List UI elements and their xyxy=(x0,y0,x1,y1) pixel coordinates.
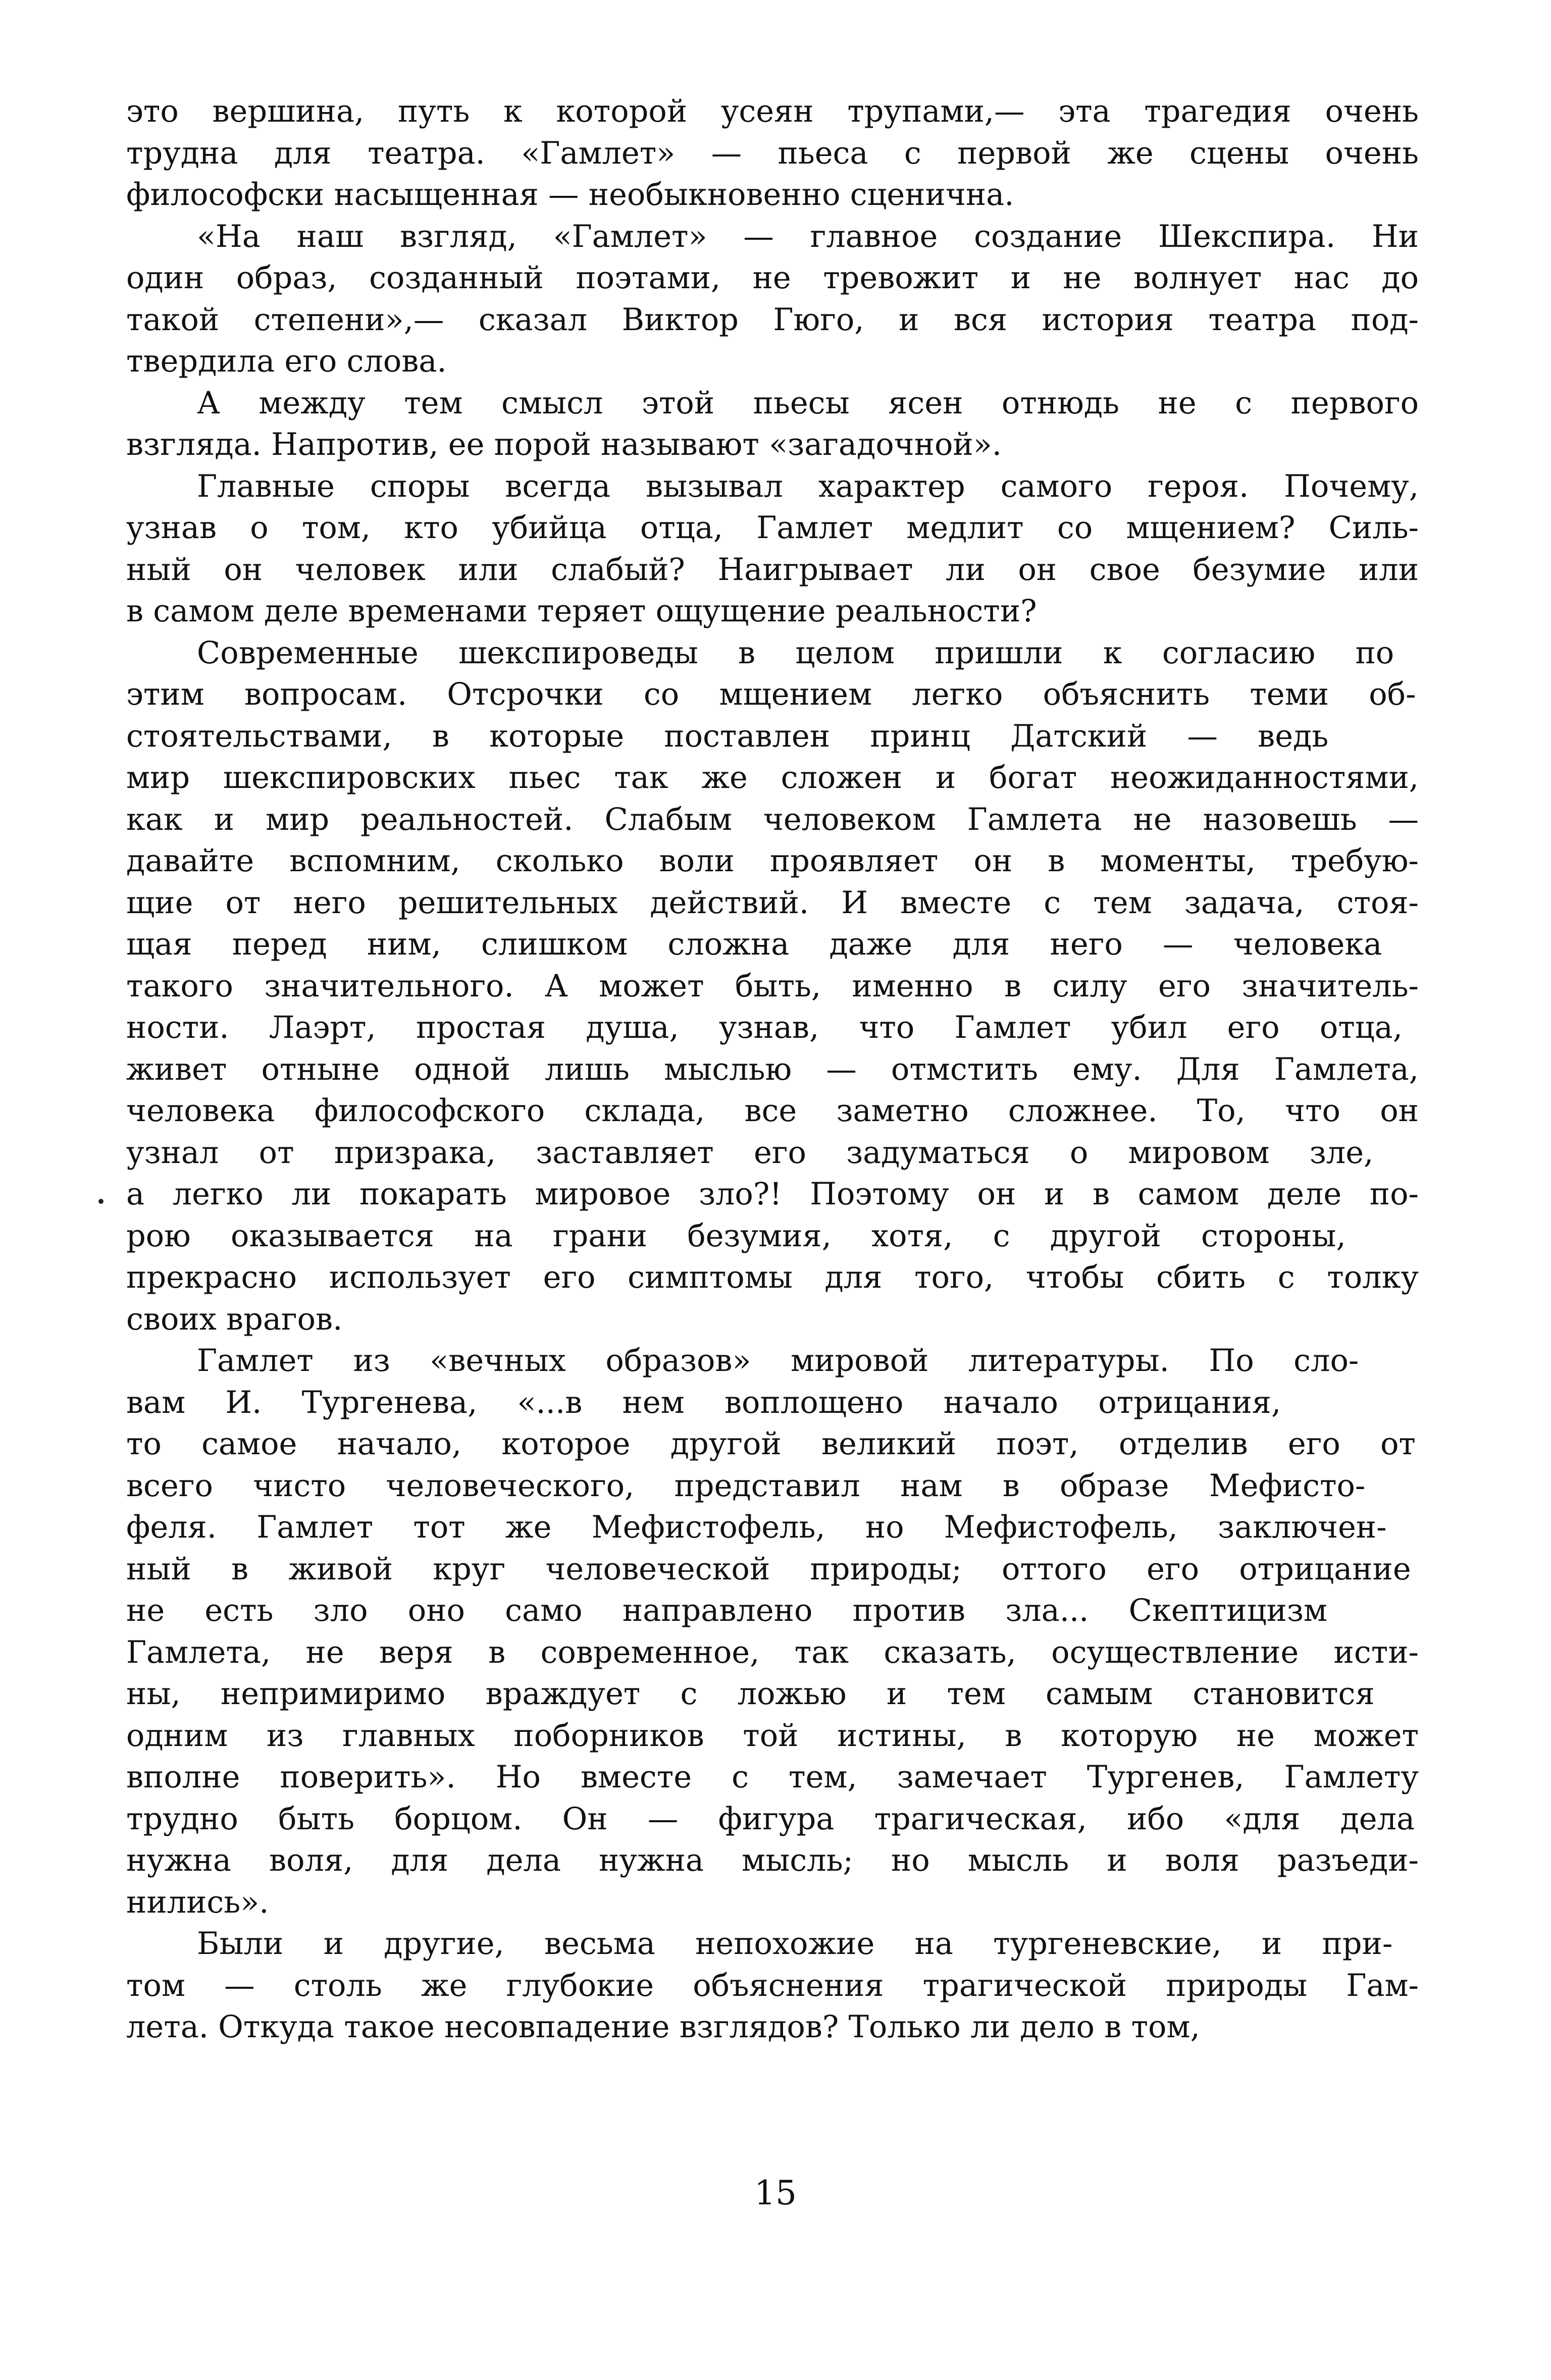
text-line: ный он человек или слабый? Наигрывает ли он свое безумие или xyxy=(126,552,1419,588)
text-line: «На наш взгляд, «Гамлет» — главное создание Шекспира. Ни xyxy=(197,219,1419,254)
scan-speck xyxy=(98,1199,104,1204)
text-line: ны, непримиримо враждует с ложью и тем самым становится xyxy=(126,1676,1375,1712)
text-line: один образ, созданный поэтами, не тревожит и не волнует нас до xyxy=(126,260,1419,296)
text-line: живет отныне одной лишь мыслью — отмстить ему. Для Гамлета, xyxy=(126,1051,1419,1087)
text-line: вполне поверить». Но вместе с тем, замечает Тургенев, Гамлету xyxy=(126,1760,1419,1795)
text-line: мир шекспировских пьес так же сложен и богат неожиданностями, xyxy=(126,760,1419,796)
text-line: Современные шекспироведы в целом пришли к согласию по xyxy=(197,635,1394,671)
text-line: том — столь же глубокие объяснения трагической природы Гам- xyxy=(126,1968,1419,2003)
text-line: такой степени»,— сказал Виктор Гюго, и вся история театра под- xyxy=(126,302,1419,338)
text-line: а легко ли покарать мировое зло?! Поэтому он и в самом деле по- xyxy=(126,1177,1419,1212)
text-line: всего чисто человеческого, представил нам в образе Мефисто- xyxy=(126,1468,1366,1504)
text-line: как и мир реальностей. Слабым человеком Гамлета не назовешь — xyxy=(126,802,1419,837)
text-line: феля. Гамлет тот же Мефистофель, но Мефистофель, заключен- xyxy=(126,1510,1387,1545)
text-line: лета. Откуда такое несовпадение взглядов? Только ли дело в том, xyxy=(126,2009,1200,2045)
text-line: трудна для театра. «Гамлет» — пьеса с первой же сцены очень xyxy=(126,135,1419,171)
text-line: твердила его слова. xyxy=(126,344,447,379)
text-line: одним из главных поборников той истины, в которую не может xyxy=(126,1718,1419,1754)
text-line: это вершина, путь к которой усеян трупами,— эта трагедия очень xyxy=(126,94,1419,129)
text-line: то самое начало, которое другой великий поэт, отделив его от xyxy=(126,1426,1416,1462)
text-line: щие от него решительных действий. И вместе с тем задача, стоя- xyxy=(126,885,1419,921)
text-line: не есть зло оно само направлено против зла... Скептицизм xyxy=(126,1593,1327,1628)
paragraph-1 xyxy=(126,91,1419,216)
text-line: стоятельствами, в которые поставлен принц Датский — ведь xyxy=(126,718,1329,754)
paragraph-6 xyxy=(126,1340,1419,1923)
text-line: нужна воля, для дела нужна мысль; но мысль и воля разъеди- xyxy=(126,1843,1419,1878)
text-line: трудно быть борцом. Он — фигура трагическая, ибо «для дела xyxy=(126,1801,1415,1837)
paragraph-4 xyxy=(126,466,1419,632)
paragraph-2 xyxy=(126,216,1419,383)
text-line: прекрасно использует его симптомы для того, чтобы сбить с толку xyxy=(126,1260,1419,1295)
text-line: такого значительного. А может быть, именно в силу его значитель- xyxy=(126,968,1419,1004)
text-line: ности. Лаэрт, простая душа, узнав, что Гамлет убил его отца, xyxy=(126,1010,1403,1045)
text-line: А между тем смысл этой пьесы ясен отнюдь не с первого xyxy=(197,385,1419,421)
text-line: философски насыщенная — необыкновенно сценична. xyxy=(126,177,1014,213)
text-line: нились». xyxy=(126,1884,269,1920)
text-line: ный в живой круг человеческой природы; оттого его отрицание xyxy=(126,1551,1411,1587)
page-text xyxy=(126,91,1419,2261)
text-line: человека философского склада, все заметно сложнее. То, что он xyxy=(126,1093,1419,1129)
paragraph-5 xyxy=(126,632,1419,1341)
text-line: этим вопросам. Отсрочки со мщением легко объяснить теми об- xyxy=(126,677,1416,712)
text-line: Гамлет из «вечных образов» мировой литературы. По сло- xyxy=(197,1343,1359,1379)
paragraph-7 xyxy=(126,1923,1419,2048)
text-line: взгляда. Напротив, ее порой называют «загадочной». xyxy=(126,427,1002,462)
text-line: давайте вспомним, сколько воли проявляет он в моменты, требую- xyxy=(126,843,1419,879)
text-line: вам И. Тургенева, «...в нем воплощено начало отрицания, xyxy=(126,1385,1281,1420)
text-line: узнав о том, кто убийца отца, Гамлет медлит со мщением? Силь- xyxy=(126,510,1419,546)
text-line: в самом деле временами теряет ощущение реальности? xyxy=(126,594,1037,629)
page-number: 15 xyxy=(754,2174,797,2212)
text-line: щая перед ним, слишком сложна даже для него — человека xyxy=(126,927,1382,962)
text-line: Были и другие, весьма непохожие на тургеневские, и при- xyxy=(197,1926,1393,1962)
text-line: Главные споры всегда вызывал характер самого героя. Почему, xyxy=(197,468,1419,504)
text-line: своих врагов. xyxy=(126,1301,343,1337)
text-line: рою оказывается на грани безумия, хотя, с другой стороны, xyxy=(126,1218,1346,1254)
text-line: узнал от призрака, заставляет его задуматься о мировом зле, xyxy=(126,1135,1374,1171)
paragraph-3 xyxy=(126,383,1419,466)
text-line: Гамлета, не веря в современное, так сказать, осуществление исти- xyxy=(126,1634,1419,1670)
